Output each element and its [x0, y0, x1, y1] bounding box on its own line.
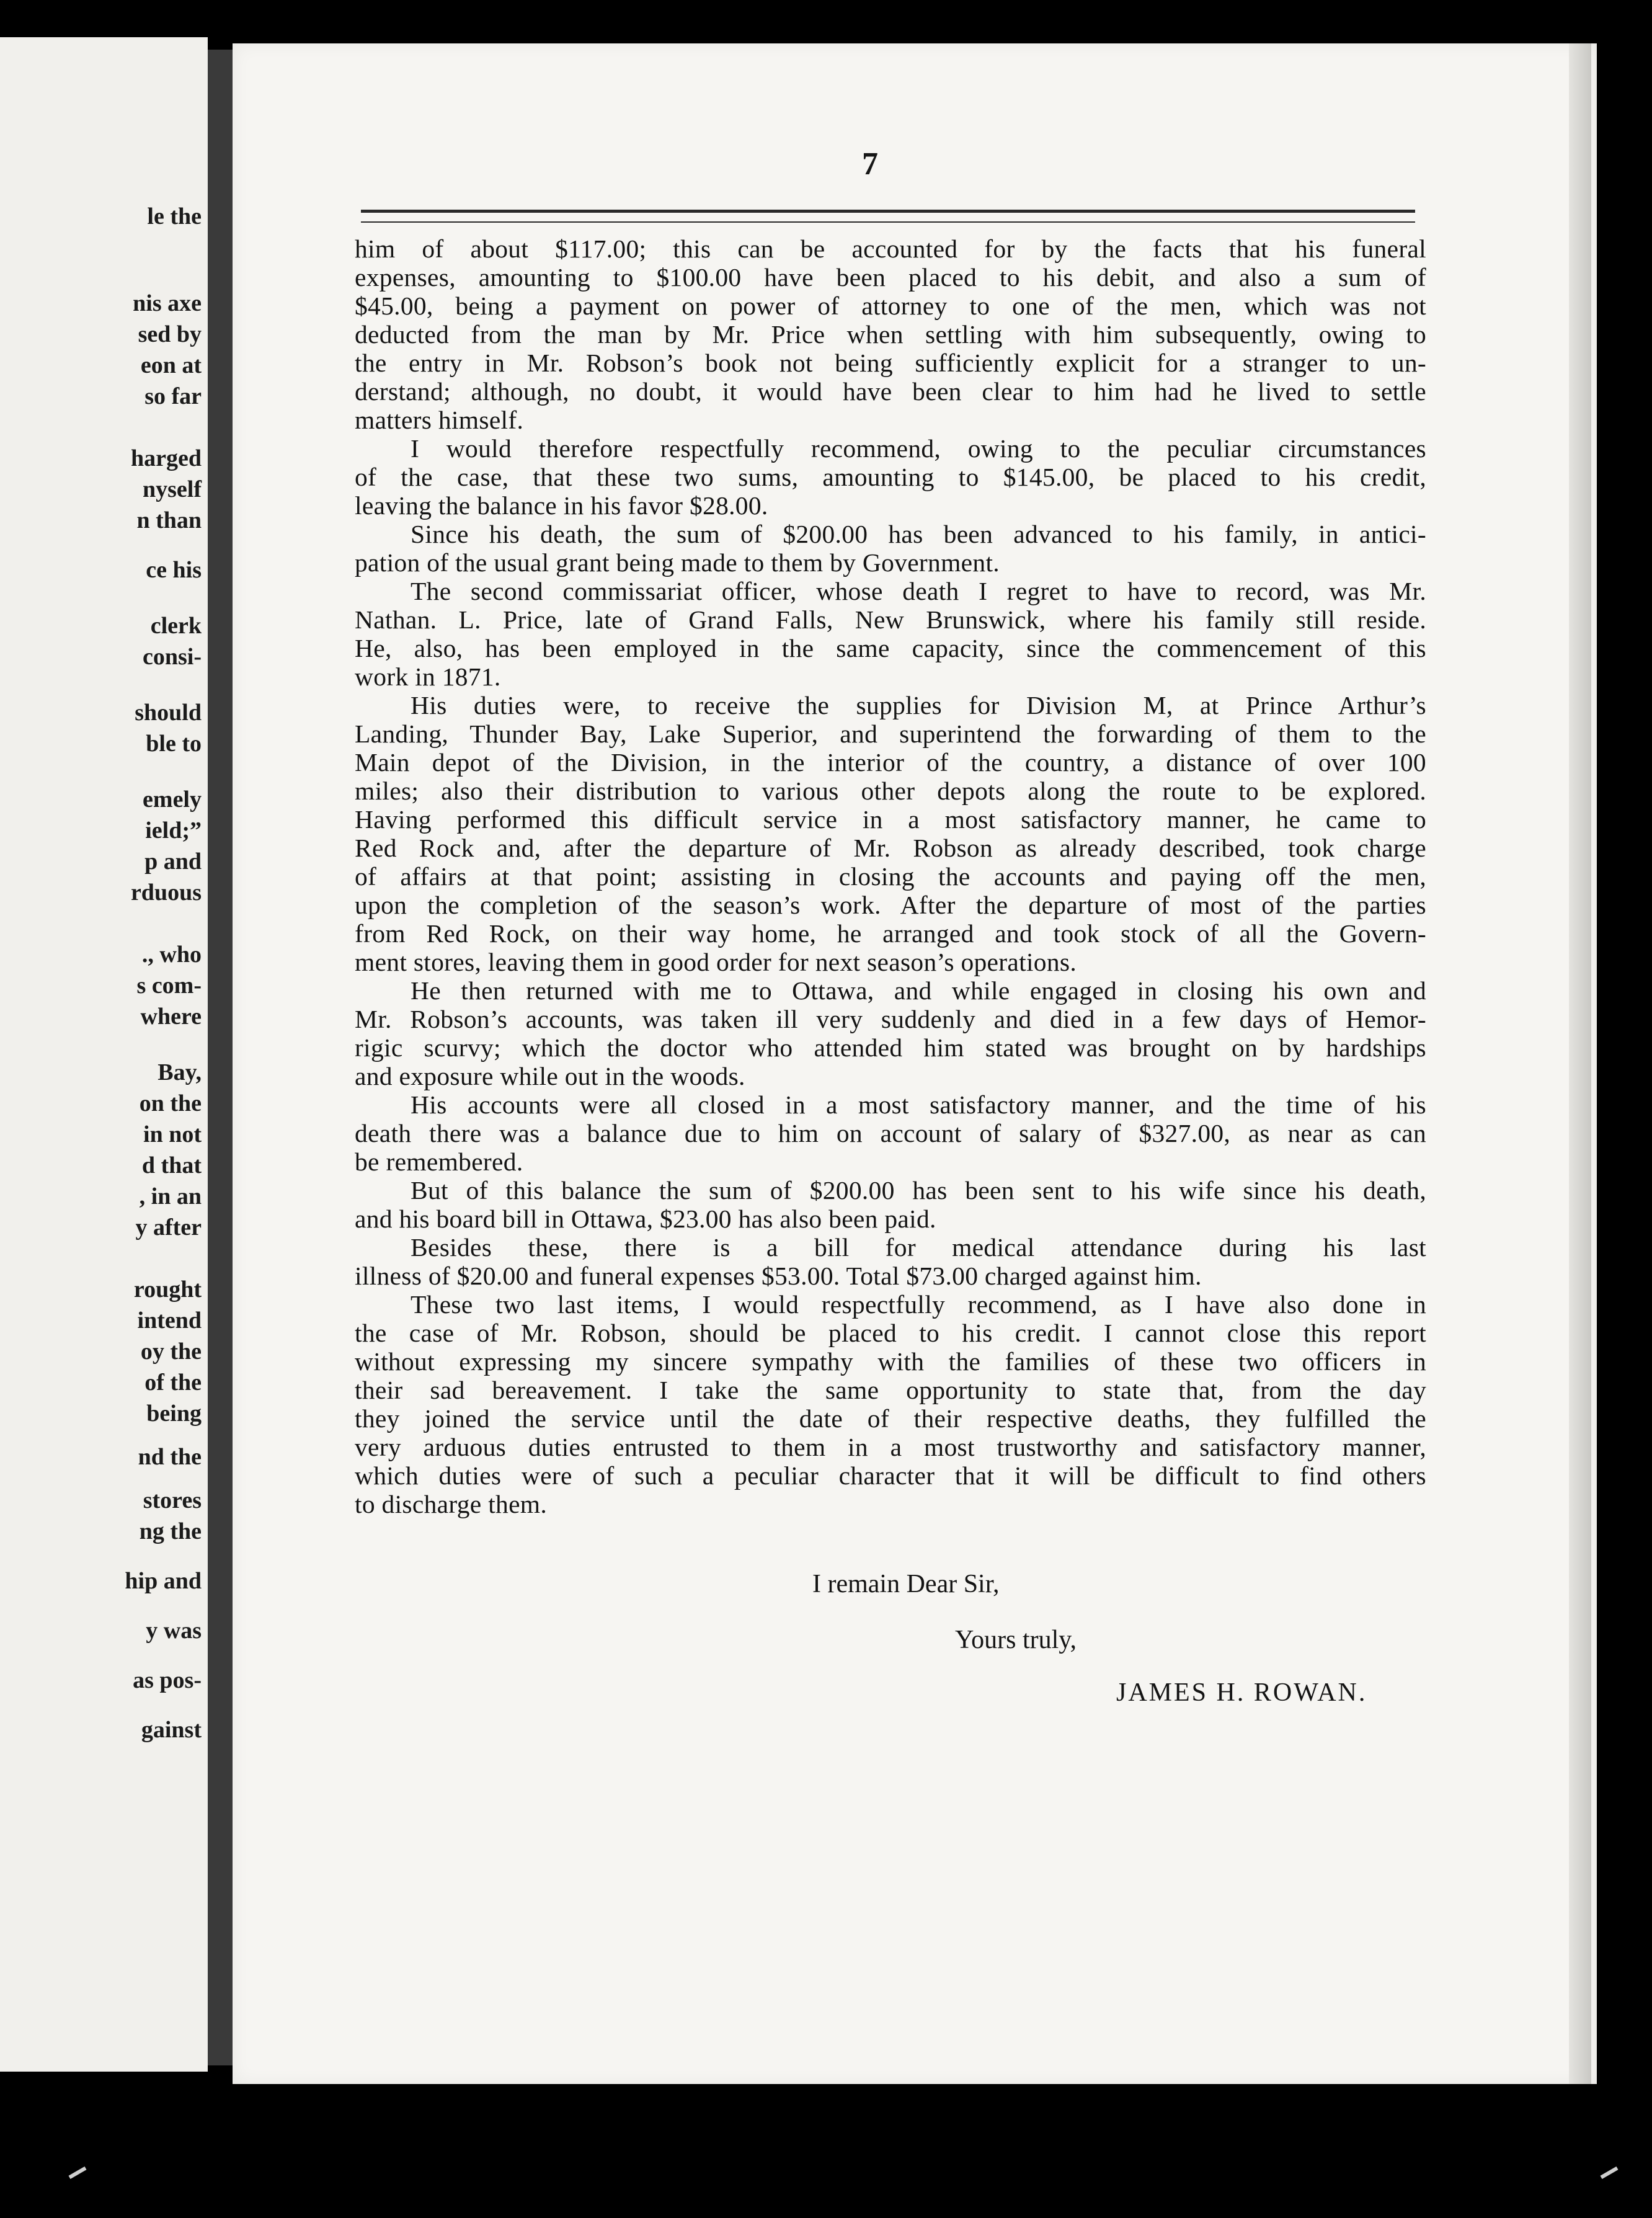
body-line: miles; also their distribution to various other depots along the route to be explored.: [355, 777, 1426, 805]
book-gutter: [208, 50, 233, 2065]
left-page-text-fragment: d that: [141, 1152, 202, 1178]
left-page-text-fragment: ble to: [146, 731, 202, 757]
body-line: derstand; although, no doubt, it would have been clear to him had he lived to settle: [355, 377, 1426, 406]
left-page-text-fragment: rduous: [130, 880, 202, 906]
body-line: His accounts were all closed in a most satisfactory manner, and the time of his: [411, 1090, 1426, 1119]
body-line: expenses, amounting to $100.00 have been placed to his debit, and also a sum of: [355, 263, 1426, 292]
body-line: $45.00, being a payment on power of attorney to one of the men, which was not: [355, 292, 1426, 320]
signature: JAMES H. ROWAN.: [1116, 1678, 1367, 1707]
body-line: Having performed this difficult service in a most satisfactory manner, he came to: [355, 805, 1426, 834]
left-page-text-fragment: ., who: [141, 942, 202, 968]
left-page-text-fragment: stores: [143, 1487, 202, 1513]
left-page-text-fragment: should: [135, 700, 202, 726]
left-page-text-fragment: eon at: [140, 352, 202, 378]
left-page-text-fragment: y was: [146, 1618, 202, 1644]
left-page-text-fragment: s com-: [136, 973, 202, 999]
left-page-text-fragment: in not: [143, 1121, 202, 1147]
body-line: deducted from the man by Mr. Price when settling with him subsequently, owing to: [355, 320, 1426, 349]
scan-mark: [69, 2167, 87, 2179]
left-page-text-fragment: ce his: [146, 557, 202, 583]
body-line: I would therefore respectfully recommend, owing to the peculiar circumstances: [411, 434, 1426, 463]
body-line: Main depot of the Division, in the interior of the country, a distance of over 100: [355, 748, 1426, 777]
left-page-text-fragment: harged: [131, 445, 202, 471]
salutation: I remain Dear Sir,: [812, 1570, 1000, 1598]
body-line: him of about $117.00; this can be accounted for by the facts that his funeral: [355, 234, 1426, 263]
body-line: Mr. Robson’s accounts, was taken ill very suddenly and died in a few days of Hemor-: [355, 1005, 1426, 1033]
body-line: Since his death, the sum of $200.00 has been advanced to his family, in antici-: [411, 520, 1426, 548]
left-page-text-fragment: consi-: [143, 644, 202, 670]
page-edge-shadow: [1569, 43, 1591, 2084]
body-line: from Red Rock, on their way home, he arranged and took stock of all the Govern-: [355, 919, 1426, 948]
left-page-text-fragment: sed by: [138, 321, 202, 347]
left-page-text-fragment: so far: [144, 383, 202, 409]
body-line: be remembered.: [355, 1147, 523, 1176]
body-line: they joined the service until the date of their respective deaths, they fulfilled the: [355, 1404, 1426, 1433]
body-line: He then returned with me to Ottawa, and while engaged in closing his own and: [411, 976, 1426, 1005]
body-line: to discharge them.: [355, 1490, 548, 1518]
body-line: their sad bereavement. I take the same opportunity to state that, from the day: [355, 1376, 1426, 1404]
body-line: Landing, Thunder Bay, Lake Superior, and superintend the forwarding of them to the: [355, 719, 1426, 748]
left-page-text-fragment: le the: [147, 203, 202, 229]
body-line: the case of Mr. Robson, should be placed to his credit. I cannot close this report: [355, 1319, 1426, 1347]
body-line: which duties were of such a peculiar character that it will be difficult to find others: [355, 1461, 1426, 1490]
body-line: These two last items, I would respectfully recommend, as I have also done in: [411, 1290, 1426, 1319]
page-number: 7: [862, 146, 878, 182]
left-page-edge: [0, 37, 208, 2072]
left-page-text-fragment: ield;”: [145, 817, 202, 844]
left-page-text-fragment: gainst: [141, 1717, 202, 1743]
left-page-text-fragment: y after: [135, 1214, 202, 1240]
body-line: The second commissariat officer, whose death I regret to have to record, was Mr.: [411, 577, 1426, 605]
left-page-text-fragment: intend: [137, 1307, 202, 1334]
left-page-text-fragment: Bay,: [158, 1059, 202, 1085]
header-rule: [361, 210, 1415, 223]
left-page-text-fragment: of the: [144, 1370, 202, 1396]
letter-body: [355, 234, 1426, 1518]
body-line: rigic scurvy; which the doctor who attended him stated was brought on by hardships: [355, 1033, 1426, 1062]
body-line: of the case, that these two sums, amounting to $145.00, be placed to his credit,: [355, 463, 1426, 491]
left-page-text-fragment: hip and: [125, 1568, 202, 1594]
body-line: and his board bill in Ottawa, $23.00 has also been paid.: [355, 1205, 936, 1233]
left-page-text-fragment: on the: [139, 1090, 202, 1116]
body-line: without expressing my sincere sympathy with the families of these two officers in: [355, 1347, 1426, 1376]
left-page-text-fragment: clerk: [150, 613, 202, 639]
body-line: Red Rock and, after the departure of Mr. Robson as already described, took charge: [355, 834, 1426, 862]
left-page-text-fragment: nis axe: [133, 290, 202, 316]
left-page-text-fragment: oy the: [140, 1338, 202, 1365]
left-page-text-fragment: nd the: [138, 1444, 202, 1470]
body-line: ment stores, leaving them in good order for next season’s operations.: [355, 948, 1077, 976]
left-page-text-fragment: p and: [144, 848, 202, 875]
left-page-text-fragment: emely: [143, 786, 202, 813]
body-line: pation of the usual grant being made to them by Government.: [355, 548, 1000, 577]
body-line: Besides these, there is a bill for medical attendance during his last: [411, 1233, 1426, 1262]
left-page-text-fragment: n than: [136, 507, 202, 533]
body-line: very arduous duties entrusted to them in a most trustworthy and satisfactory manner,: [355, 1433, 1426, 1461]
left-page-text-fragment: rought: [133, 1276, 202, 1303]
body-line: But of this balance the sum of $200.00 has been sent to his wife since his death,: [411, 1176, 1426, 1205]
valediction: Yours truly,: [955, 1626, 1077, 1654]
left-page-text-fragment: ng the: [139, 1518, 202, 1544]
body-line: leaving the balance in his favor $28.00.: [355, 491, 768, 520]
body-line: His duties were, to receive the supplies for Division M, at Prince Arthur’s: [411, 691, 1426, 719]
left-page-text-fragment: as pos-: [133, 1667, 202, 1693]
body-line: the entry in Mr. Robson’s book not being sufficiently explicit for a stranger to un-: [355, 349, 1426, 377]
body-line: He, also, has been employed in the same capacity, since the commencement of this: [355, 634, 1426, 662]
scan-mark: [1601, 2167, 1619, 2179]
body-line: work in 1871.: [355, 662, 501, 691]
left-page-text-fragment: being: [146, 1401, 202, 1427]
body-line: and exposure while out in the woods.: [355, 1062, 745, 1090]
left-page-text-fragment: nyself: [143, 476, 202, 502]
body-line: of affairs at that point; assisting in closing the accounts and paying off the men,: [355, 862, 1426, 891]
body-line: upon the completion of the season’s work. After the departure of most of the parties: [355, 891, 1426, 919]
left-page-text-fragment: , in an: [139, 1183, 202, 1209]
body-line: matters himself.: [355, 406, 524, 434]
body-line: illness of $20.00 and funeral expenses $53.00. Total $73.00 charged against him.: [355, 1262, 1202, 1290]
body-line: death there was a balance due to him on account of salary of $327.00, as near as can: [355, 1119, 1426, 1147]
left-page-text-fragment: where: [140, 1004, 202, 1030]
body-line: Nathan. L. Price, late of Grand Falls, New Brunswick, where his family still reside.: [355, 605, 1426, 634]
